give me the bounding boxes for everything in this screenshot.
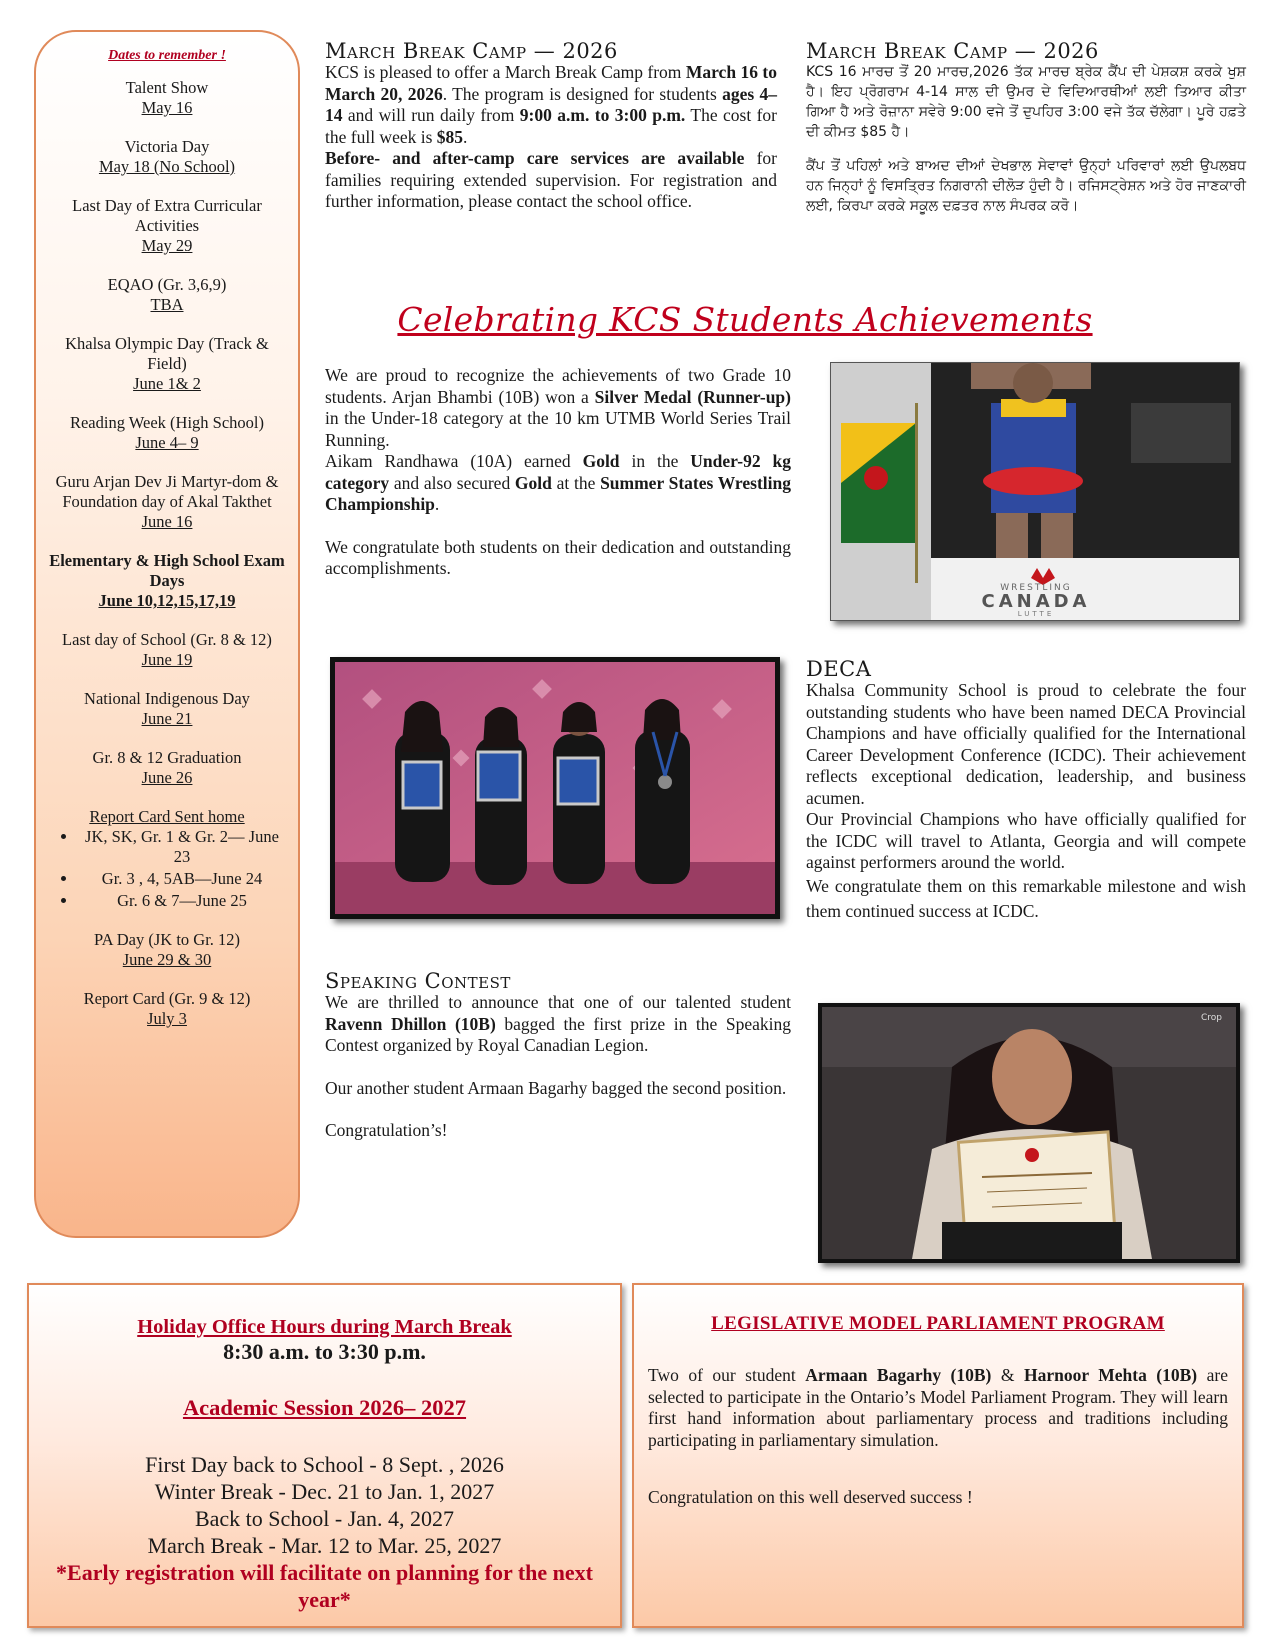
report-card-title: Report Card Sent home <box>89 807 245 826</box>
achievement-paragraph: We are proud to recognize the achievements of two Grade 10 students. Arjan Bhambi (10B) won a Silver Medal (Runner-up) in the Under-18 category at the 10 km UTMB World Series Trail Running. <box>325 365 791 450</box>
parliament-title: LEGISLATIVE MODEL PARLIAMENT PROGRAM <box>711 1313 1165 1334</box>
sidebar-header: Dates to remember ! <box>108 48 226 63</box>
event-title: PA Day (JK to Gr. 12) <box>93 930 241 949</box>
event-date: June 19 <box>141 650 193 669</box>
event-date: May 16 <box>141 98 193 117</box>
event-date: July 3 <box>147 1009 187 1028</box>
deca-section <box>806 658 1246 924</box>
event-title: Last Day of Extra Curricular Activities <box>72 196 262 235</box>
event-item <box>48 137 286 177</box>
event-date: June 26 <box>141 768 193 787</box>
event-item <box>48 748 286 788</box>
event-item <box>48 78 286 118</box>
speaking-paragraph: We are thrilled to announce that one of our talented student Ravenn Dhillon (10B) bagged the first prize in the Speaking Contest organized by Royal Canadian Legion. <box>325 992 792 1055</box>
event-item <box>48 334 286 394</box>
banner-lutte: LUTTE <box>1017 610 1055 618</box>
event-date: June 29 & 30 <box>122 950 212 969</box>
holiday-hours-value: 8:30 a.m. to 3:30 p.m. <box>223 1339 426 1364</box>
event-title: Guru Arjan Dev Ji Martyr-dom & Foundation day of Akal Takthet <box>55 472 279 511</box>
session-line: Winter Break - Dec. 21 to Jan. 1, 2027 <box>154 1479 495 1504</box>
list-item: • Gr. 3 , 4, 5AB—June 24 <box>78 869 286 889</box>
event-title: EQAO (Gr. 3,6,9) <box>107 275 227 294</box>
holiday-hours-box <box>27 1283 622 1628</box>
session-line: First Day back to School - 8 Sept. , 2026 <box>145 1452 504 1477</box>
wrestler-photo-image <box>831 363 1239 620</box>
achievements-text <box>325 365 791 580</box>
event-item <box>48 630 286 670</box>
section-title: Speaking Contest <box>325 969 511 993</box>
march-break-camp-english <box>325 40 777 213</box>
event-title: Victoria Day <box>124 137 210 156</box>
event-date: May 18 (No School) <box>98 157 236 176</box>
speaking-contest-section <box>325 970 791 1142</box>
parliament-paragraph: Congratulation on this well deserved success ! <box>648 1487 973 1507</box>
event-date: June 21 <box>141 709 193 728</box>
event-item <box>48 989 286 1029</box>
session-line: Back to School - Jan. 4, 2027 <box>194 1506 455 1531</box>
speaker-photo-image <box>822 1007 1236 1259</box>
event-date: TBA <box>150 295 184 314</box>
event-item <box>48 689 286 729</box>
session-line: March Break - Mar. 12 to Mar. 25, 2027 <box>147 1533 502 1558</box>
camp-paragraph: Before- and after-camp care services are available for families requiring extended supervision. For registration and further information, please contact the school office. <box>325 148 777 211</box>
deca-photo-image <box>335 662 775 914</box>
march-break-camp-punjabi <box>806 40 1246 216</box>
section-title: March Break Camp — 2026 <box>325 39 618 63</box>
early-registration-note: *Early registration will facilitate on planning for the next year* <box>56 1560 593 1612</box>
model-parliament-box <box>632 1283 1244 1628</box>
speaker-photo <box>818 1003 1240 1263</box>
banner-text: WRESTLING <box>1000 583 1072 593</box>
event-date: June 1& 2 <box>133 374 201 393</box>
holiday-hours-title: Holiday Office Hours during March Break <box>137 1316 512 1338</box>
achievement-paragraph: Aikam Randhawa (10A) earned Gold in the Under-92 kg category and also secured Gold at the Summer States Wrestling Championship. <box>325 451 791 514</box>
camp-paragraph: KCS is pleased to offer a March Break Camp from March 16 to March 20, 2026. The program is designed for students ages 4–14 and will run daily from 9:00 a.m. to 3:00 p.m. The cost for the full week is $85. <box>325 62 778 147</box>
deca-paragraph: Khalsa Community School is proud to celebrate the four outstanding students who have been named DECA Provincial Champions and have officially qualified for the International Career Development Conference (ICDC). Their achievement reflects exceptional dedication, leadership, and business acumen. <box>806 680 1246 808</box>
achievement-paragraph: We congratulate both students on their dedication and outstanding accomplishments. <box>325 536 791 578</box>
event-item <box>48 930 286 970</box>
deca-paragraph: Our Provincial Champions who have officially qualified for the ICDC will travel to Atlanta, Georgia and will compete against performers around the world. <box>806 809 1246 872</box>
event-item <box>48 472 286 532</box>
event-item <box>48 275 286 315</box>
section-title: March Break Camp — 2026 <box>806 39 1099 63</box>
dates-sidebar <box>34 30 300 1238</box>
achievements-heading: Celebrating KCS Students Achievements <box>397 300 1093 339</box>
event-item <box>48 551 286 611</box>
event-title: Report Card (Gr. 9 & 12) <box>83 989 251 1008</box>
event-item <box>48 413 286 453</box>
crop-label: Crop <box>1200 1013 1222 1023</box>
banner-subtext: CANADA <box>981 591 1091 612</box>
event-date: June 4– 9 <box>135 433 199 452</box>
camp-paragraph: KCS 16 ਮਾਰਚ ਤੋਂ 20 ਮਾਰਚ,2026 ਤੱਕ ਮਾਰਚ ਬ੍ਰੇਕ ਕੈਂਪ ਦੀ ਪੇਸ਼ਕਸ਼ ਕਰਕੇ ਖੁਸ਼ ਹੈ। ਇਹ ਪ੍ਰੋਗਰਾਮ 4-14 ਸਾਲ ਦੀ ਉਮਰ ਦੇ ਵਿਦਿਆਰਥੀਆਂ ਲਈ ਤਿਆਰ ਕੀਤਾ ਗਿਆ ਹੈ ਅਤੇ ਰੋਜ਼ਾਨਾ ਸਵੇਰੇ 9:00 ਵਜੇ ਤੋਂ ਦੁਪਹਿਰ 3:00 ਵਜੇ ਤੱਕ ਚੱਲੇਗਾ। ਪੂਰੇ ਹਫ਼ਤੇ ਦੀ ਕੀਮਤ $85 ਹੈ। <box>806 64 1246 140</box>
list-item: • Gr. 6 & 7—June 25 <box>78 891 286 911</box>
event-title: National Indigenous Day <box>84 689 250 708</box>
event-title: Gr. 8 & 12 Graduation <box>92 748 242 767</box>
academic-session-title: Academic Session 2026– 2027 <box>182 1395 467 1420</box>
list-item: • JK, SK, Gr. 1 & Gr. 2— June 23 <box>78 827 286 867</box>
event-date: May 29 <box>141 236 193 255</box>
event-title: Last day of School (Gr. 8 & 12) <box>62 630 272 649</box>
section-title: DECA <box>806 657 872 681</box>
event-title: Elementary & High School Exam Days <box>49 551 285 590</box>
speaking-paragraph: Our another student Armaan Bagarhy bagged the second position. <box>325 1077 787 1098</box>
camp-paragraph: ਕੈਂਪ ਤੋਂ ਪਹਿਲਾਂ ਅਤੇ ਬਾਅਦ ਦੀਆਂ ਦੇਖਭਾਲ ਸੇਵਾਵਾਂ ਉਨ੍ਹਾਂ ਪਰਿਵਾਰਾਂ ਲਈ ਉਪਲਬਧ ਹਨ ਜਿਨ੍ਹਾਂ ਨੂੰ ਵਿਸਤ੍ਰਿਤ ਨਿਗਰਾਨੀ ਦੀਲੋੜ ਹੁੰਦੀ ਹੈ। ਰਜਿਸਟ੍ਰੇਸ਼ਨ ਅਤੇ ਹੋਰ ਜਾਣਕਾਰੀ ਲਈ, ਕਿਰਪਾ ਕਰਕੇ ਸਕੂਲ ਦਫ਼ਤਰ ਨਾਲ ਸੰਪਰਕ ਕਰੋ। <box>806 158 1246 214</box>
wrestler-photo <box>830 362 1240 621</box>
speaking-paragraph: Congratulation’s! <box>325 1120 448 1140</box>
deca-paragraph: We congratulate them on this remarkable milestone and wish them continued success at ICDC. <box>806 875 1246 921</box>
event-title: Talent Show <box>125 78 209 97</box>
event-item <box>48 196 286 256</box>
deca-photo <box>330 657 780 919</box>
event-title: Khalsa Olympic Day (Track & Field) <box>65 334 269 373</box>
parliament-paragraph: Two of our student Armaan Bagarhy (10B) & Harnoor Mehta (10B) are selected to participate in the Ontario’s Model Parliament Program. They will learn first hand information about parliamentary process and traditions including participating in parliamentary simulation. <box>648 1365 1228 1450</box>
event-date: June 16 <box>141 512 193 531</box>
report-card-list <box>48 827 286 911</box>
event-title: Reading Week (High School) <box>69 413 265 432</box>
event-date: June 10,12,15,17,19 <box>98 591 236 610</box>
